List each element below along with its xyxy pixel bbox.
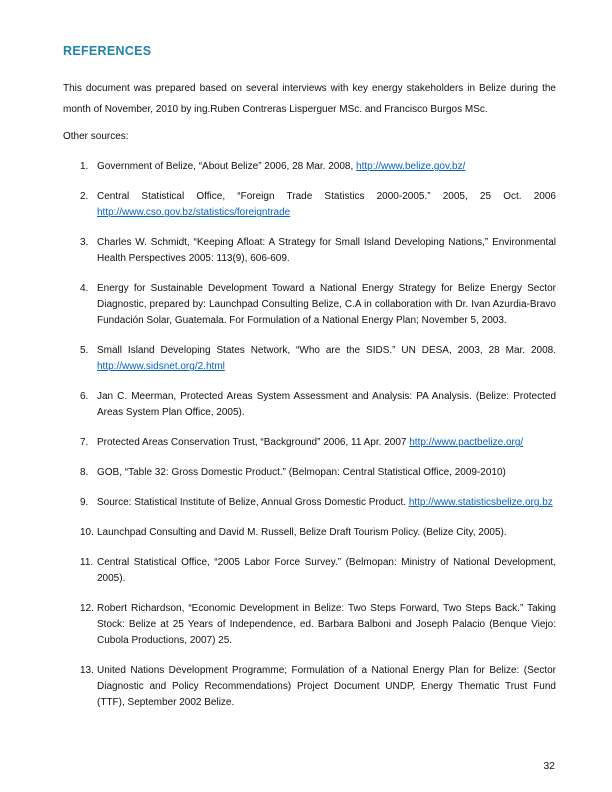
reference-item [63,343,556,375]
reference-item [63,235,556,267]
reference-number: 9. [80,497,89,508]
reference-text: Source: Statistical Institute of Belize, Annual Gross Domestic Product. [97,497,409,508]
reference-text: Jan C. Meerman, Protected Areas System Assessment and Analysis: PA Analysis. (Belize: Protected Areas System Plan Office, 2005). [97,391,556,418]
reference-text: Robert Richardson, “Economic Development in Belize: Two Steps Forward, Two Steps Back.” Taking Stock: Belize at 25 Years of Independence, ed. Barbara Balboni and Joseph Palacio (Benque Viejo: Cubola Productions, 2007) 25. [97,603,556,646]
reference-item [63,189,556,221]
reference-item [63,281,556,329]
reference-number: 10. [80,527,94,538]
reference-link[interactable]: http://www.sidsnet.org/2.html [97,361,225,372]
reference-number: 6. [80,391,89,402]
reference-text: United Nations Development Programme; Formulation of a National Energy Plan for Belize: (Sector Diagnostic and Policy Recommendations) Project Document UNDP, Energy Thematic Trust Fund (TTF), September 2002 Belize. [97,665,556,708]
reference-number: 5. [80,345,89,356]
reference-text: Central Statistical Office, “2005 Labor Force Survey.” (Belmopan: Ministry of National Development, 2005). [97,557,556,584]
page-title: REFERENCES [63,44,152,58]
other-sources-label: Other sources: [63,131,129,142]
reference-text: Small Island Developing States Network, “Who are the SIDS.” UN DESA, 2003, 28 Mar. 2008. [97,345,556,356]
reference-text: Protected Areas Conservation Trust, “Background” 2006, 11 Apr. 2007 [97,437,410,448]
reference-number: 11. [80,557,94,568]
reference-item [63,159,556,175]
reference-text: GOB, “Table 32: Gross Domestic Product.” (Belmopan: Central Statistical Office, 2009-2010) [97,467,506,478]
reference-number: 8. [80,467,89,478]
intro-paragraph: This document was prepared based on several interviews with key energy stakeholders in Belize during the month of November, 2010 by ing.Ruben Contreras Lisperguer MSc. and Francisco Burgos MSc. [63,83,556,115]
reference-number: 3. [80,237,89,248]
reference-item [63,435,556,451]
reference-number: 13. [80,665,94,676]
reference-item [63,663,556,711]
reference-text: Charles W. Schmidt, “Keeping Afloat: A Strategy for Small Island Developing Nations,” Environmental Health Perspectives 2005: 113(9), 606-609. [97,237,556,264]
reference-item [63,389,556,421]
references-list [63,159,556,711]
reference-link[interactable]: http://www.pactbelize.org/ [409,437,524,448]
reference-text: Government of Belize, “About Belize” 2006, 28 Mar. 2008, [97,161,357,172]
reference-item [63,525,556,541]
page-number: 32 [543,760,555,772]
reference-number: 2. [80,191,89,202]
reference-link[interactable]: http://www.cso.gov.bz/statistics/foreigntrade [97,207,291,218]
reference-link[interactable]: http://www.belize.gov.bz/ [356,161,466,172]
reference-item [63,555,556,587]
reference-item [63,465,556,481]
reference-number: 12. [80,603,94,614]
reference-number: 7. [80,437,89,448]
reference-text: Energy for Sustainable Development Toward a National Energy Strategy for Belize Energy Sector Diagnostic, prepared by: Launchpad Consulting Belize, C.A in collaboration with Dr. Ivan Azurdia-Bravo Fundación Solar, Guatemala. For Formulation of a National Energy Plan; November 5, 2003. [97,283,556,326]
reference-number: 4. [80,283,89,294]
reference-link[interactable]: http://www.statisticsbelize.org.bz [408,497,553,508]
reference-text: Central Statistical Office, “Foreign Trade Statistics 2000-2005.” 2005, 25 Oct. 2006 [97,191,556,202]
reference-number: 1. [80,161,89,172]
reference-item [63,495,556,511]
reference-item [63,601,556,649]
reference-text: Launchpad Consulting and David M. Russell, Belize Draft Tourism Policy. (Belize City, 2005). [97,527,507,538]
